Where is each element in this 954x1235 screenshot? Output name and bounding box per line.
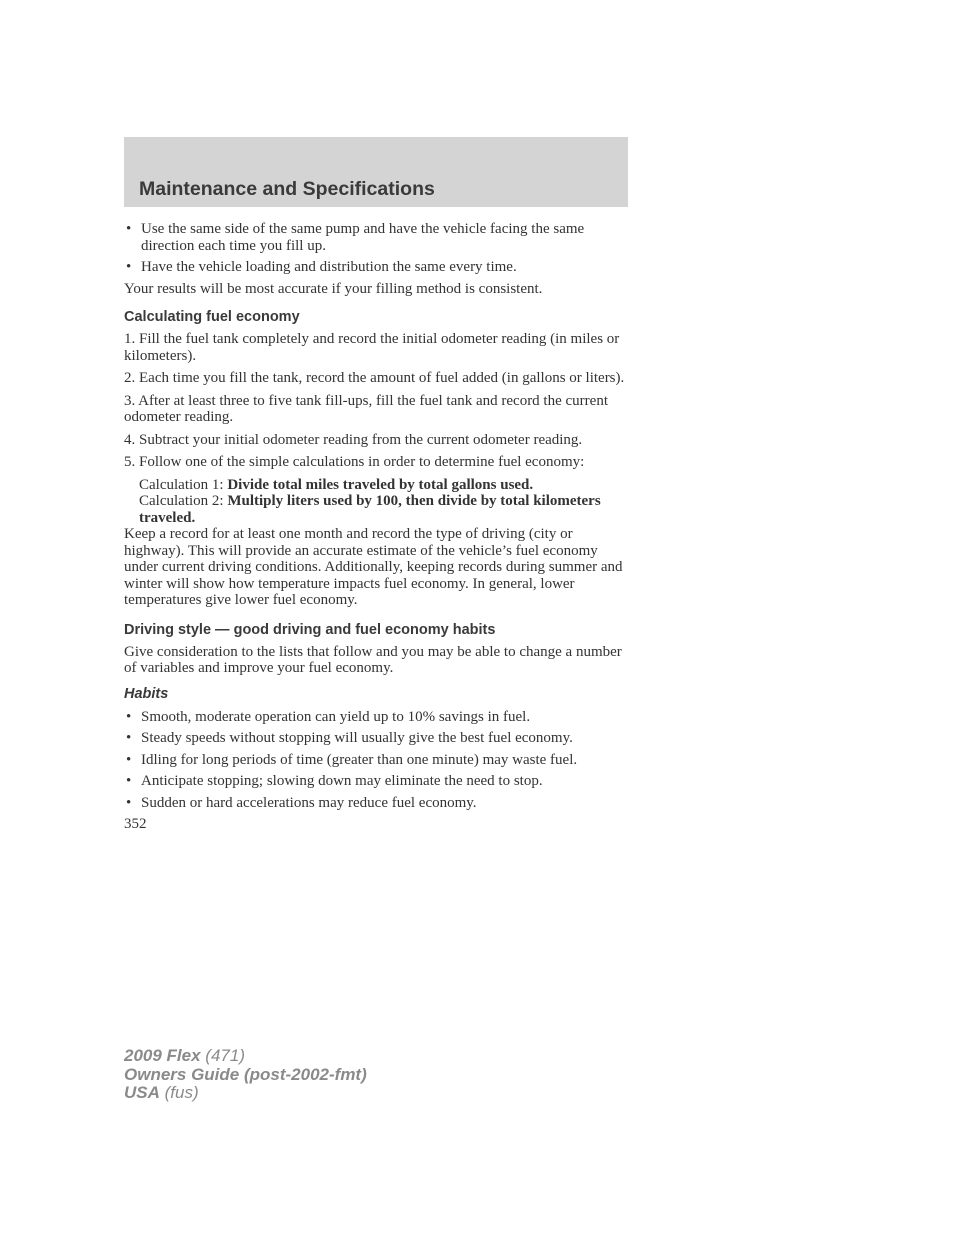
bullet-icon: •	[126, 708, 132, 725]
record-note: Keep a record for at least one month and record the type of driving (city or highway). This will provide an accurate estimate of the vehicle’s fuel economy under current driving conditions. Additionally, keeping records during summer and winter will show how temperature impacts fuel economy. In general, lower temperatures give lower fuel economy.	[124, 526, 623, 608]
list-item-text: Smooth, moderate operation can yield up to 10% savings in fuel.	[141, 708, 531, 725]
bullet-icon: •	[126, 751, 132, 768]
list-item-text: Anticipate stopping; slowing down may eliminate the need to stop.	[141, 773, 543, 789]
list-item	[124, 259, 629, 276]
page-number: 352	[124, 816, 147, 832]
section-title: Maintenance and Specifications	[139, 178, 435, 200]
intro-bullet-list	[124, 221, 629, 276]
calculating-heading: Calculating fuel economy	[124, 309, 300, 325]
list-item-text: Have the vehicle loading and distribution the same every time.	[141, 259, 517, 275]
habits-heading: Habits	[124, 685, 169, 702]
footer-model-line	[124, 1047, 367, 1066]
step-4: 4. Subtract your initial odometer reading from the current odometer reading.	[124, 431, 583, 448]
list-item-text: Steady speeds without stopping will usually give the best fuel economy.	[141, 730, 573, 746]
footer-model-code: (471)	[205, 1046, 245, 1065]
step-2: 2. Each time you fill the tank, record the amount of fuel added (in gallons or liters).	[124, 370, 625, 386]
step-1: 1. Fill the fuel tank completely and record the initial odometer reading (in miles or kilometers).	[124, 331, 620, 364]
driving-intro: Give consideration to the lists that follow and you may be able to change a number of variables and improve your fuel economy.	[124, 643, 622, 676]
step-5: 5. Follow one of the simple calculations in order to determine fuel economy:	[124, 454, 585, 470]
calculation-2-text: Multiply liters used by 100, then divide by total kilometers traveled.	[139, 493, 601, 526]
calculation-1-label: Calculation 1:	[139, 476, 224, 493]
list-item	[124, 752, 629, 769]
bullet-icon: •	[126, 794, 132, 811]
list-item	[124, 730, 629, 747]
list-item	[124, 709, 629, 726]
footer-market-code: (fus)	[164, 1083, 199, 1102]
intro-note: Your results will be most accurate if your filling method is consistent.	[124, 280, 543, 297]
list-item	[124, 221, 629, 254]
step-3: 3. After at least three to five tank fill-ups, fill the fuel tank and record the current odometer reading.	[124, 392, 608, 425]
bullet-icon: •	[126, 730, 132, 746]
calculation-2	[124, 493, 629, 526]
list-item-text: Sudden or hard accelerations may reduce fuel economy.	[141, 794, 477, 811]
list-item	[124, 773, 629, 790]
footer-guide-line	[124, 1066, 367, 1085]
footer-market: USA	[124, 1083, 160, 1102]
bullet-icon: •	[126, 259, 132, 275]
footer-market-line	[124, 1084, 367, 1103]
calculation-1	[124, 477, 629, 494]
section-header-band	[124, 137, 628, 207]
footer-guide: Owners Guide (post-2002-fmt)	[124, 1064, 367, 1084]
bullet-icon: •	[126, 773, 132, 789]
driving-heading: Driving style — good driving and fuel economy habits	[124, 621, 496, 638]
bullet-icon: •	[126, 221, 132, 237]
page-content	[124, 221, 629, 833]
footer-model: 2009 Flex	[124, 1046, 201, 1065]
calculation-1-text: Divide total miles traveled by total gallons used.	[227, 476, 534, 493]
list-item-text: Idling for long periods of time (greater than one minute) may waste fuel.	[141, 751, 578, 768]
list-item	[124, 795, 629, 812]
habits-list	[124, 709, 629, 812]
calculation-2-label: Calculation 2:	[139, 493, 224, 509]
document-footer	[124, 1047, 367, 1103]
list-item-text: Use the same side of the same pump and have the vehicle facing the same direction each time you fill up.	[141, 221, 585, 254]
